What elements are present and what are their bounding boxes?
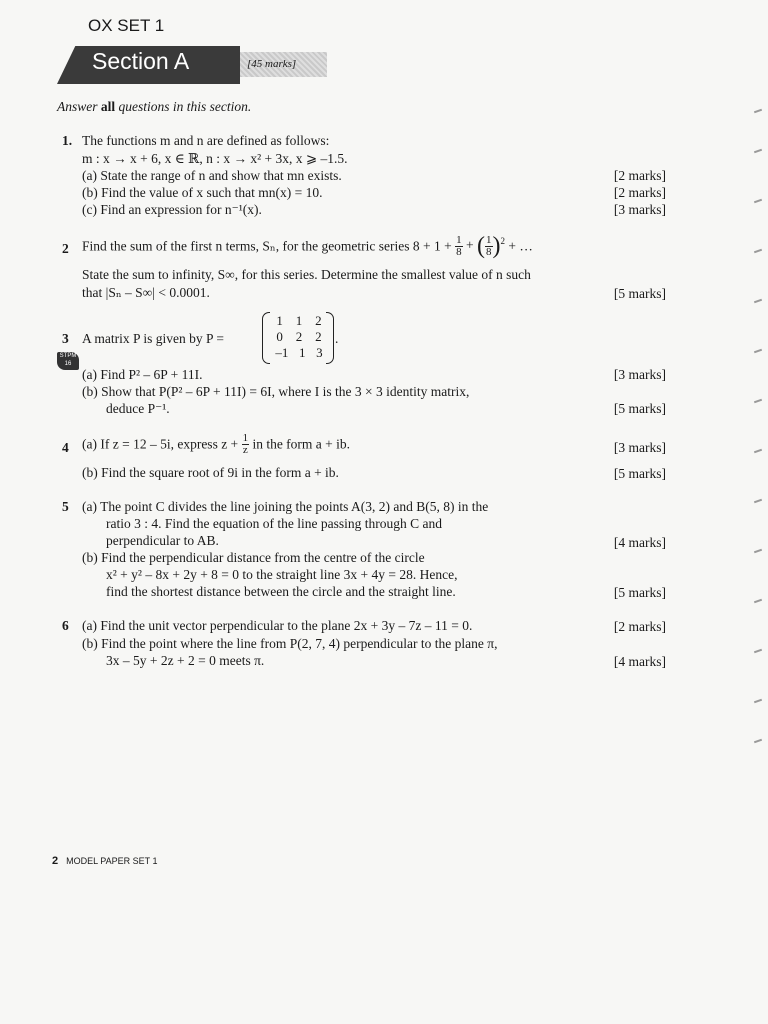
marks-label: [2 marks] xyxy=(613,185,666,200)
fraction: $\frac{1}{z}$ xyxy=(242,432,249,456)
marks-label: [2 marks] xyxy=(613,168,666,183)
footer-label: MODEL PAPER SET 1 xyxy=(66,856,158,866)
marks-label: [3 marks] xyxy=(613,367,666,382)
question-part: find the shortest distance between the circle and the straight line. xyxy=(106,584,456,599)
question-text: Find the sum of the first n terms, Sₙ, for the geometric series 8 + 1 + $\frac{1}{8}$ + ( $\frac{1}{8}$ )$^2$ + … xyxy=(82,233,533,259)
marks-label: [5 marks] xyxy=(613,466,666,481)
marks-label: [5 marks] xyxy=(613,585,666,600)
question-part: (a) State the range of n and show that mn exists. xyxy=(82,168,342,183)
question-part: (b) Find the point where the line from P(2, 7, 4) perpendicular to the plane π, xyxy=(82,636,498,651)
question-part: (b) Find the square root of 9i in the form a + ib. xyxy=(82,465,339,480)
question-text: The functions m and n are defined as follows: xyxy=(82,133,330,148)
page-footer xyxy=(52,855,158,867)
marks-label: [4 marks] xyxy=(613,654,666,669)
page-number: 2 xyxy=(52,855,59,867)
section-marks: [45 marks] xyxy=(240,52,327,77)
question-text: State the sum to infinity, S∞, for this series. Determine the smallest value of n such xyxy=(82,267,531,282)
question-number: 5 xyxy=(62,499,69,514)
question-part: (a) Find P² – 6P + 11I. xyxy=(82,367,203,382)
question-part: (b) Find the perpendicular distance from the centre of the circle xyxy=(82,550,425,565)
question-text: m : x → x + 6, x ∈ ℝ, n : x → x² + 3x, x ⩾ –1.5. xyxy=(82,151,348,166)
question-number: 6 xyxy=(62,618,69,633)
marks-label: [3 marks] xyxy=(613,202,666,217)
question-part: deduce P⁻¹. xyxy=(106,401,170,416)
marks-label: [5 marks] xyxy=(613,286,666,301)
fraction: $\frac{1}{8}$ xyxy=(456,234,462,258)
question-part: (a) If z = 12 – 5i, express z + $\frac{1}{z}$ in the form a + ib. xyxy=(82,432,351,456)
question-number: 1. xyxy=(62,133,73,148)
question-part: (a) Find the unit vector perpendicular to the plane 2x + 3y – 7z – 11 = 0. xyxy=(82,618,473,633)
question-part: perpendicular to AB. xyxy=(106,533,219,548)
question-part: (a) The point C divides the line joining the points A(3, 2) and B(5, 8) in the xyxy=(82,499,489,514)
question-part: x² + y² – 8x + 2y + 8 = 0 to the straight line 3x + 4y = 28. Hence, xyxy=(106,567,458,582)
marks-label: [4 marks] xyxy=(613,535,666,550)
marks-label: [5 marks] xyxy=(613,401,666,416)
stpm-badge: STPM 16 xyxy=(57,352,79,370)
question-number: 2 xyxy=(62,241,69,256)
marks-label: [2 marks] xyxy=(613,619,666,634)
question-number: 4 xyxy=(62,440,69,455)
fraction: $\frac{1}{8}$ xyxy=(486,234,492,258)
question-part: 3x – 5y + 2z + 2 = 0 meets π. xyxy=(106,653,265,668)
question-text: that |Sₙ – S∞| < 0.0001. xyxy=(82,285,210,300)
section-title: Section A xyxy=(92,48,190,74)
question-text: A matrix P is given by P = xyxy=(82,331,224,346)
question-part: (b) Find the value of x such that mn(x) = 10. xyxy=(82,185,323,200)
marks-label: [3 marks] xyxy=(613,440,666,455)
instruction: Answer all questions in this section. xyxy=(57,99,252,114)
question-part: (c) Find an expression for n⁻¹(x). xyxy=(82,202,262,217)
set-label: OX SET 1 xyxy=(88,16,165,35)
question-part: ratio 3 : 4. Find the equation of the line passing through C and xyxy=(106,516,442,531)
question-number: 3 xyxy=(62,331,69,346)
question-part: (b) Show that P(P² – 6P + 11I) = 6I, where I is the 3 × 3 identity matrix, xyxy=(82,384,470,399)
page-edge-marks xyxy=(746,110,762,750)
